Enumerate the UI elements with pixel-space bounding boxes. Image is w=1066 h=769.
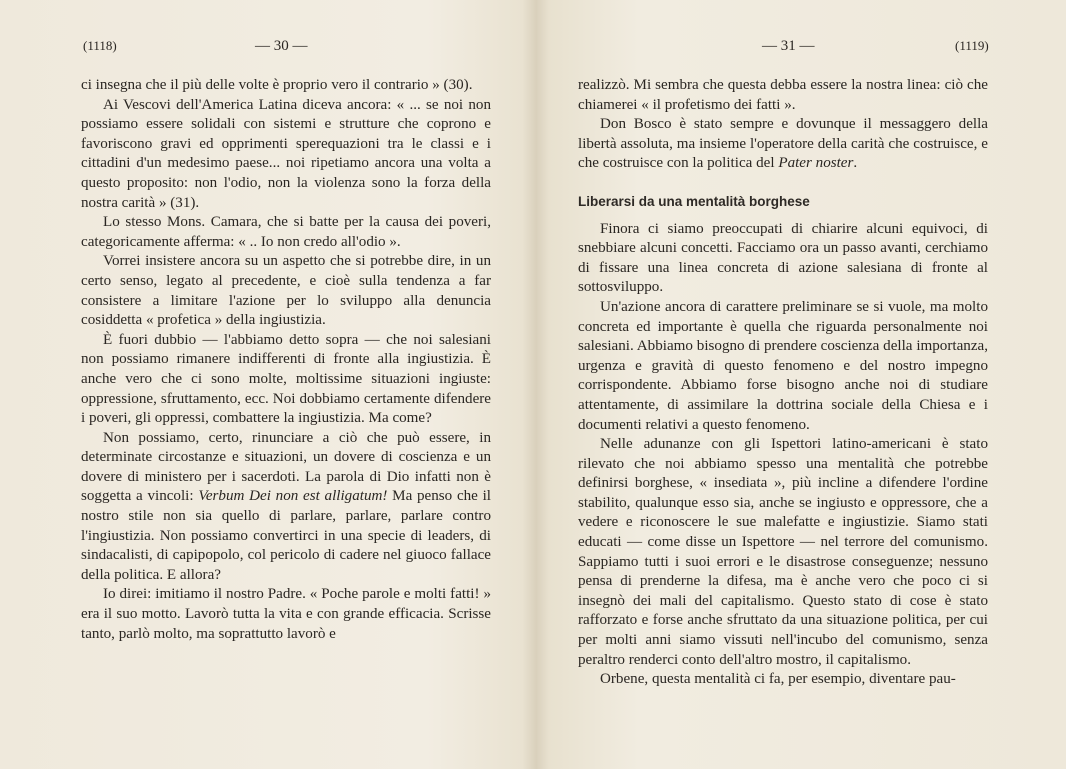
paragraph: Nelle adunanze con gli Ispettori latino-americani è stato rilevato che noi abbiamo spesso una mentalità che potrebbe definirsi borghese, « insediata », più incline a difendere l'ordine stabilito, qualunque esso sia, anche se ingiusto e oppressore, che a vedere e riconoscere le sue malefatte e ingiustizie. Siamo stati educati — come disse un Ispettore — nel terrore del comunismo. Sappiamo tutti i suoi errori e le disastrose conseguenze; nessuno pensa di prenderne la difesa, ma è anche vero che poco ci si insegnò dei mali del capitalismo. Questo stato di cose è stato rafforzato e forse anche sfruttato da una situazione politica, per cui per molti anni siamo vissuti nell'incubo del comunismo, senza peraltro renderci conto dell'altro mostro, il capitalismo.: [578, 436, 988, 668]
pater-noster-italic: Pater noster: [778, 155, 854, 172]
left-page-number: — 30 —: [255, 38, 308, 54]
right-page-number: — 31 —: [762, 38, 815, 54]
latin-quote: Verbum Dei non est alligatum!: [198, 488, 388, 505]
paragraph: È fuori dubbio — l'abbiamo detto sopra — che noi salesiani non possiamo rimanere indifferenti di fronte alla ingiustizia. È anche vero che ci sono molte, moltissime situazioni ingiuste: oppressione, sfruttamento, ecc. Noi dobbiamo certamente difendere i poveri, gli oppressi, combattere la ingiustizia. Ma come?: [81, 331, 491, 427]
paragraph: Vorrei insistere ancora su un aspetto che si potrebbe dire, in un certo senso, legato al precedente, e cioè sulla tendenza a far consistere a limitare l'azione per lo sviluppo alla denuncia cosiddetta « profetica » della ingiustizia.: [81, 253, 491, 329]
paragraph-with-italic: Don Bosco è stato sempre e dovunque il messaggero della libertà assoluta, ma insieme l'operatore della carità che costruisce, e che costruisce con la politica del Pater noster.: [578, 116, 988, 172]
paragraph: Ai Vescovi dell'America Latina diceva ancora: « ... se noi non possiamo essere solidali con sistemi e strutture che coprono e favoriscono gravi ed opprimenti sperequazioni tra le classi e i cittadini d'un medesimo paese... noi ripetiamo ancora una volta a questo proposito: non l'odio, non la violenza sono la forza della nostra carità » (31).: [81, 96, 491, 211]
left-body-text: [81, 76, 491, 644]
paragraph-text: Don Bosco è stato sempre e dovunque il messaggero della libertà assoluta, ma insieme l'operatore della carità che costruisce, e che costruisce con la politica del: [578, 116, 988, 172]
paragraph-text: Non possiamo, certo, rinunciare a ciò che può essere, in determinate circostanze e situazioni, un dovere di coscienza e un dovere di ministero per i sacerdoti. La parola di Dio infatti non è soggetta a vincoli:: [81, 429, 491, 505]
paragraph: Lo stesso Mons. Camara, che si batte per la causa dei poveri, categoricamente afferma: « .. Io non credo all'odio ».: [81, 214, 491, 250]
left-running-code: (1118): [83, 38, 117, 53]
paragraph-with-latin-quote: [81, 429, 491, 586]
right-body-text: [578, 76, 988, 690]
right-page: [533, 0, 1066, 769]
paragraph: Io direi: imitiamo il nostro Padre. « Poche parole e molti fatti! » era il suo motto. Lavorò tutta la vita e con grande efficacia. Scrisse tanto, parlò molto, ma soprattutto lavorò e: [81, 586, 491, 642]
paragraph: Finora ci siamo preoccupati di chiarire alcuni equivoci, di snebbiare alcuni concetti. Facciamo ora un passo avanti, cerchiamo di fissare una linea concreta di azione salesiana di fronte al sottosviluppo.: [578, 220, 988, 296]
paragraph: realizzò. Mi sembra che questa debba essere la nostra linea: ciò che chiamerei « il profetismo dei fatti ».: [578, 77, 988, 113]
paragraph: Un'azione ancora di carattere preliminare se si vuole, ma molto concreta ed importante è quella che riguarda personalmente noi salesiani. Abbiamo bisogno di prendere coscienza della importanza, urgenza e gravità di questo fenomeno e del nostro impegno corrispondente. Abbiamo forse bisogno anche noi di studiare attentamente, di assimilare la dottrina sociale della Chiesa e i documenti relativi a questo fenomeno.: [578, 298, 988, 433]
paragraph: Orbene, questa mentalità ci fa, per esempio, diventare pau-: [600, 671, 956, 688]
paragraph-text: Ma penso che il nostro stile non sia quello di parlare, parlare, parlare contro l'ingiustizia. Non possiamo convertirci in una specie di leaders, di sindacalisti, di capipopolo, col pericolo di cadere nel giuoco fallace della politica. E allora?: [81, 488, 491, 583]
right-running-code: (1119): [955, 38, 989, 53]
paragraph: ci insegna che il più delle volte è proprio vero il contrario » (30).: [81, 77, 473, 93]
section-heading: Liberarsi da una mentalità borghese: [578, 193, 810, 209]
